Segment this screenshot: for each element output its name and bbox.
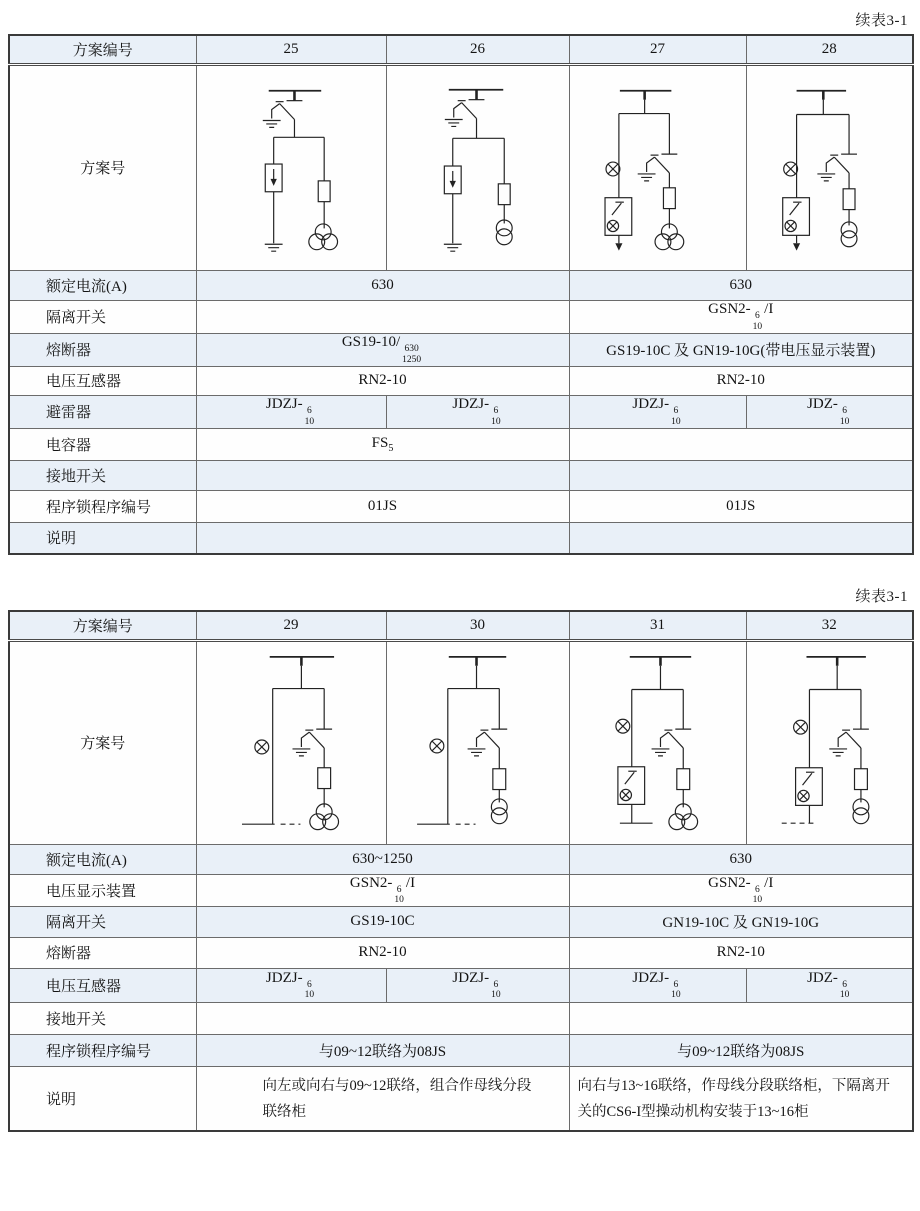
row-fuse xyxy=(9,937,913,968)
voltage-transformer-29: JDZJ- 6 10 xyxy=(196,968,386,1002)
lamp-indicator-icon xyxy=(793,720,807,734)
fuse-icon xyxy=(317,767,330,788)
program-lock-label: 程序锁程序编号 xyxy=(9,1034,196,1066)
row-notes xyxy=(9,1066,913,1131)
voltage-transformer-1ph-icon xyxy=(496,219,512,244)
capacitor-25-26: $FS_5$ xyxy=(196,428,569,460)
earthing-switch-label: 接地开关 xyxy=(9,460,196,490)
program-lock-25-26: 01JS xyxy=(196,490,569,522)
row-rated-current xyxy=(9,844,913,874)
fuse-29-30: RN2-10 xyxy=(196,937,569,968)
load-switch-box-icon xyxy=(605,197,632,235)
disconnector-earthing-switch-icon xyxy=(444,99,484,126)
scheme-number-header: 方案编号 xyxy=(9,35,196,64)
voltage-transformer-32: JDZ- 6 10 xyxy=(746,968,913,1002)
voltage-transformer-3ph-icon xyxy=(308,223,337,249)
arrester-28: JDZ- 6 10 xyxy=(746,395,913,428)
row-fuse xyxy=(9,333,913,366)
arrester-26: JDZJ- 6 10 xyxy=(386,395,569,428)
voltage-transformer-1ph-icon xyxy=(491,798,507,823)
diagram-row-label: 方案号 xyxy=(9,64,196,270)
surge-arrester-icon xyxy=(444,166,461,194)
voltage-transformer-30: JDZJ- 6 10 xyxy=(386,968,569,1002)
isolating-switch-label: 隔离开关 xyxy=(9,906,196,937)
voltage-indicator-31-32: GSN2- 6 10 /I xyxy=(569,874,913,906)
fuse-icon xyxy=(663,187,675,208)
lamp-indicator-icon xyxy=(606,162,620,176)
scheme-28-diagram xyxy=(746,64,913,270)
scheme-27-diagram xyxy=(569,64,746,270)
down-arrow-icon xyxy=(793,243,800,250)
isolating-switch-31-32: GN19-10C 及 GN19-10G xyxy=(569,906,913,937)
scheme-26-diagram xyxy=(386,64,569,270)
fuse-icon xyxy=(492,768,505,789)
scheme-number-26: 26 xyxy=(386,35,569,64)
arrester-label: 避雷器 xyxy=(9,395,196,428)
fuse-icon xyxy=(676,768,689,789)
scheme-number-31: 31 xyxy=(569,611,746,640)
notes-25-26 xyxy=(196,522,569,554)
lamp-indicator-icon xyxy=(429,739,443,753)
row-capacitor xyxy=(9,428,913,460)
program-lock-label: 程序锁程序编号 xyxy=(9,490,196,522)
program-lock-27-28: 01JS xyxy=(569,490,913,522)
notes-label: 说明 xyxy=(9,1066,196,1131)
voltage-transformer-3ph-icon xyxy=(668,803,697,829)
diagram-row-label: 方案号 xyxy=(9,640,196,844)
rated-current-label: 额定电流(A) xyxy=(9,270,196,300)
scheme-31-diagram xyxy=(569,640,746,844)
scheme-number-32: 32 xyxy=(746,611,913,640)
scheme-29-diagram xyxy=(196,640,386,844)
load-switch-box-icon xyxy=(782,197,809,235)
fuse-label: 熔断器 xyxy=(9,333,196,366)
continuation-table-1 xyxy=(8,34,914,555)
voltage-transformer-25-26: RN2-10 xyxy=(196,366,569,395)
disconnector-earthing-switch-icon xyxy=(637,154,677,181)
row-program-lock xyxy=(9,490,913,522)
row-program-lock xyxy=(9,1034,913,1066)
isolating-switch-label: 隔离开关 xyxy=(9,300,196,333)
voltage-transformer-3ph-icon xyxy=(309,803,338,829)
isolating-switch-29-30: GS19-10C xyxy=(196,906,569,937)
row-arrester xyxy=(9,395,913,428)
rated-current-27-28: 630 xyxy=(569,270,913,300)
earthing-switch-label: 接地开关 xyxy=(9,1002,196,1034)
scheme-25-diagram xyxy=(196,64,386,270)
row-voltage-indicator xyxy=(9,874,913,906)
disconnector-earthing-switch-icon xyxy=(292,729,332,756)
load-switch-box-icon xyxy=(795,767,822,805)
earthing-switch-31-32 xyxy=(569,1002,913,1034)
fuse-icon xyxy=(843,188,855,209)
table2-header-row xyxy=(9,611,913,640)
rated-current-label: 额定电流(A) xyxy=(9,844,196,874)
program-lock-29-30: 与09~12联络为08JS xyxy=(196,1034,569,1066)
isolating-switch-27-28: GSN2- 6 10 /I xyxy=(569,300,913,333)
table1-header-row xyxy=(9,35,913,64)
surge-arrester-icon xyxy=(265,164,282,192)
earth-icon xyxy=(443,244,461,251)
notes-label: 说明 xyxy=(9,522,196,554)
lamp-indicator-icon xyxy=(615,719,629,733)
row-notes xyxy=(9,522,913,554)
voltage-indicator-label: 电压显示装置 xyxy=(9,874,196,906)
table2-caption: 续表3-1 xyxy=(855,589,908,605)
arrester-25: JDZJ- 6 10 xyxy=(196,395,386,428)
disconnector-earthing-switch-icon xyxy=(651,729,691,756)
fuse-31-32: RN2-10 xyxy=(569,937,913,968)
voltage-indicator-29-30: GSN2- 6 10 /I xyxy=(196,874,569,906)
row-rated-current xyxy=(9,270,913,300)
row-voltage-transformer xyxy=(9,366,913,395)
rated-current-25-26: 630 xyxy=(196,270,569,300)
fuse-27-28: GS19-10C 及 GN19-10G(带电压显示装置) xyxy=(569,333,913,366)
notes-29-30: 向左或向右与09~12联络，组合作母线分段联络柜 xyxy=(196,1066,569,1131)
fuse-label: 熔断器 xyxy=(9,937,196,968)
disconnector-earthing-switch-icon xyxy=(817,154,857,181)
row-earthing-switch xyxy=(9,1002,913,1034)
voltage-transformer-27-28: RN2-10 xyxy=(569,366,913,395)
voltage-transformer-1ph-icon xyxy=(841,221,857,246)
rated-current-31-32: 630 xyxy=(569,844,913,874)
table1-diagram-row xyxy=(9,64,913,270)
voltage-transformer-label: 电压互感器 xyxy=(9,968,196,1002)
disconnector-earthing-switch-icon xyxy=(829,729,869,756)
disconnector-earthing-switch-icon xyxy=(467,729,507,756)
down-arrow-icon xyxy=(615,243,622,250)
capacitor-27-28 xyxy=(569,428,913,460)
scheme-number-header: 方案编号 xyxy=(9,611,196,640)
capacitor-label: 电容器 xyxy=(9,428,196,460)
scheme-number-25: 25 xyxy=(196,35,386,64)
scheme-number-28: 28 xyxy=(746,35,913,64)
row-voltage-transformer xyxy=(9,968,913,1002)
scheme-number-29: 29 xyxy=(196,611,386,640)
fuse-icon xyxy=(854,768,867,789)
row-isolating-switch xyxy=(9,906,913,937)
row-earthing-switch xyxy=(9,460,913,490)
program-lock-31-32: 与09~12联络为08JS xyxy=(569,1034,913,1066)
voltage-transformer-label: 电压互感器 xyxy=(9,366,196,395)
fuse-25-26: GS19-10/ 630 1250 xyxy=(196,333,569,366)
voltage-transformer-31: JDZJ- 6 10 xyxy=(569,968,746,1002)
earthing-switch-25-26 xyxy=(196,460,569,490)
scheme-30-diagram xyxy=(386,640,569,844)
row-isolating-switch xyxy=(9,300,913,333)
scheme-number-30: 30 xyxy=(386,611,569,640)
disconnector-earthing-switch-icon xyxy=(262,100,302,127)
scheme-number-27: 27 xyxy=(569,35,746,64)
fuse-icon xyxy=(498,183,510,204)
table2-diagram-row xyxy=(9,640,913,844)
earthing-switch-29-30 xyxy=(196,1002,569,1034)
lamp-indicator-icon xyxy=(254,740,268,754)
earthing-switch-27-28 xyxy=(569,460,913,490)
fuse-icon xyxy=(318,180,330,201)
notes-27-28 xyxy=(569,522,913,554)
rated-current-29-30: 630~1250 xyxy=(196,844,569,874)
lamp-indicator-icon xyxy=(783,162,797,176)
scheme-32-diagram xyxy=(746,640,913,844)
arrester-27: JDZJ- 6 10 xyxy=(569,395,746,428)
load-switch-box-icon xyxy=(617,766,644,804)
notes-31-32: 向右与13~16联络，作母线分段联络柜，下隔离开关的CS6-I型操动机构安装于13~16柜 xyxy=(569,1066,913,1131)
continuation-table-2 xyxy=(8,610,914,1132)
voltage-transformer-1ph-icon xyxy=(853,798,869,823)
isolating-switch-25-26 xyxy=(196,300,569,333)
earth-icon xyxy=(264,244,282,251)
table1-caption: 续表3-1 xyxy=(855,13,908,29)
